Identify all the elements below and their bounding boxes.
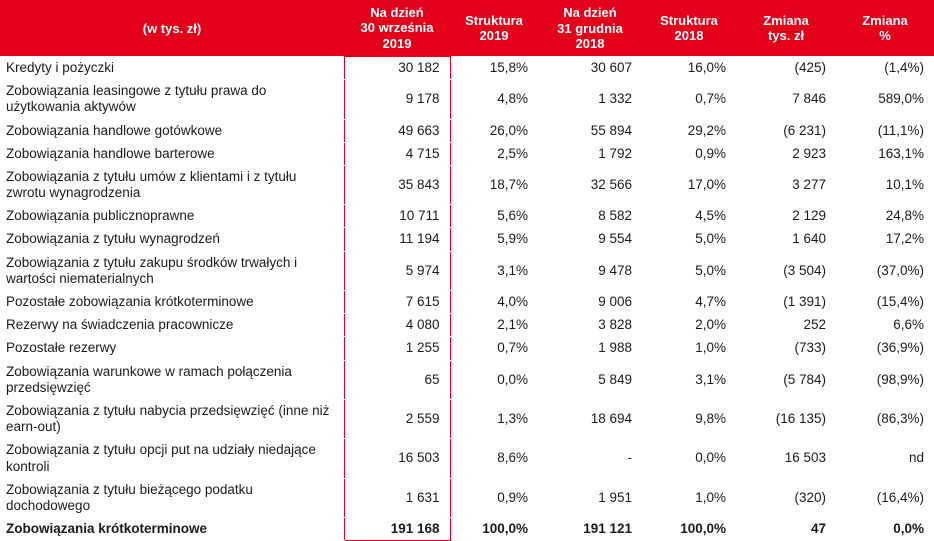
row-label: Kredyty i pożyczki xyxy=(0,56,344,79)
structure-2019: 4,8% xyxy=(450,80,538,119)
value-2018: 5 849 xyxy=(538,360,642,399)
value-2019: 1 255 xyxy=(344,337,450,360)
column-header-line: Struktura xyxy=(660,12,718,28)
column-header-0 xyxy=(0,0,344,56)
value-2018: 32 566 xyxy=(538,165,642,204)
row-label: Zobowiązania publicznoprawne xyxy=(0,205,344,228)
structure-2019: 2,5% xyxy=(450,142,538,165)
table-row xyxy=(0,291,934,314)
column-header-line: Zmiana xyxy=(763,12,809,28)
column-header-line: 2019 xyxy=(479,28,509,44)
structure-2018: 16,0% xyxy=(642,56,736,79)
structure-2019: 0,9% xyxy=(450,478,538,517)
table-body xyxy=(0,56,934,540)
row-label: Zobowiązania handlowe barterowe xyxy=(0,142,344,165)
row-label: Zobowiązania z tytułu umów z klientami i z tytułu zwrotu wynagrodzenia xyxy=(0,165,344,204)
column-header-line: Zmiana xyxy=(862,12,908,28)
table-row xyxy=(0,439,934,478)
structure-2018: 17,0% xyxy=(642,165,736,204)
change-value: 3 277 xyxy=(736,165,836,204)
row-label: Zobowiązania leasingowe z tytułu prawa do użytkowania aktywów xyxy=(0,80,344,119)
table-row xyxy=(0,56,934,79)
value-2018: 1 792 xyxy=(538,142,642,165)
value-2018: 8 582 xyxy=(538,205,642,228)
change-percent: (15,4%) xyxy=(836,291,934,314)
structure-2019: 1,3% xyxy=(450,399,538,438)
structure-2018: 5,0% xyxy=(642,251,736,290)
table-row xyxy=(0,314,934,337)
row-label: Pozostałe rezerwy xyxy=(0,337,344,360)
change-percent: 6,6% xyxy=(836,314,934,337)
change-percent: 589,0% xyxy=(836,80,934,119)
structure-2019: 5,9% xyxy=(450,228,538,251)
change-value: (5 784) xyxy=(736,360,836,399)
structure-2018: 5,0% xyxy=(642,228,736,251)
structure-2018: 4,5% xyxy=(642,205,736,228)
table-row xyxy=(0,228,934,251)
value-2018: 18 694 xyxy=(538,399,642,438)
change-percent: (98,9%) xyxy=(836,360,934,399)
value-2018: - xyxy=(538,439,642,478)
column-header-5 xyxy=(736,0,836,56)
value-2019: 65 xyxy=(344,360,450,399)
table-row xyxy=(0,360,934,399)
value-2018: 9 554 xyxy=(538,228,642,251)
structure-2019: 15,8% xyxy=(450,56,538,79)
change-value: (1 391) xyxy=(736,291,836,314)
table-header xyxy=(0,0,934,56)
structure-2019: 100,0% xyxy=(450,518,538,541)
column-header-2 xyxy=(450,0,538,56)
column-header-line: 2018 xyxy=(674,28,704,44)
column-header-line: Na dzień xyxy=(370,5,424,20)
value-2019: 191 168 xyxy=(344,518,450,541)
table-row xyxy=(0,251,934,290)
column-header-line: 31 grudnia xyxy=(557,20,623,36)
change-percent: 10,1% xyxy=(836,165,934,204)
change-percent: 24,8% xyxy=(836,205,934,228)
structure-2019: 0,7% xyxy=(450,337,538,360)
column-header-line: (w tys. zł) xyxy=(142,20,202,36)
change-percent: (11,1%) xyxy=(836,119,934,142)
table-row xyxy=(0,119,934,142)
value-2018: 1 951 xyxy=(538,478,642,517)
change-percent: (1,4%) xyxy=(836,56,934,79)
row-label: Zobowiązania z tytułu zakupu środków trwałych i wartości niematerialnych xyxy=(0,251,344,290)
table-row xyxy=(0,142,934,165)
row-label: Zobowiązania warunkowe w ramach połączenia przedsięwzięć xyxy=(0,360,344,399)
structure-2018: 3,1% xyxy=(642,360,736,399)
structure-2019: 2,1% xyxy=(450,314,538,337)
structure-2018: 0,7% xyxy=(642,80,736,119)
row-label: Zobowiązania krótkoterminowe xyxy=(0,518,344,541)
change-value: 47 xyxy=(736,518,836,541)
table-row xyxy=(0,399,934,438)
column-header-3 xyxy=(538,0,642,56)
column-header-line: 2018 xyxy=(575,35,605,51)
table-header-row xyxy=(0,0,934,56)
value-2019: 11 194 xyxy=(344,228,450,251)
change-value: 1 640 xyxy=(736,228,836,251)
row-label: Zobowiązania z tytułu nabycia przedsięwzięć (inne niż earn-out) xyxy=(0,399,344,438)
structure-2019: 26,0% xyxy=(450,119,538,142)
structure-2018: 1,0% xyxy=(642,337,736,360)
structure-2018: 4,7% xyxy=(642,291,736,314)
column-header-6 xyxy=(836,0,934,56)
table-row xyxy=(0,205,934,228)
change-value: (425) xyxy=(736,56,836,79)
row-label: Zobowiązania z tytułu opcji put na udziały niedające kontroli xyxy=(0,439,344,478)
column-header-line: Struktura xyxy=(465,12,523,28)
structure-2018: 9,8% xyxy=(642,399,736,438)
column-header-line: Na dzień xyxy=(563,5,617,21)
change-value: (320) xyxy=(736,478,836,517)
value-2018: 9 478 xyxy=(538,251,642,290)
value-2019: 16 503 xyxy=(344,439,450,478)
table-row xyxy=(0,165,934,204)
value-2018: 1 332 xyxy=(538,80,642,119)
table-row xyxy=(0,518,934,541)
structure-2019: 4,0% xyxy=(450,291,538,314)
change-percent: (36,9%) xyxy=(836,337,934,360)
change-percent: 163,1% xyxy=(836,142,934,165)
value-2018: 191 121 xyxy=(538,518,642,541)
value-2019: 4 080 xyxy=(344,314,450,337)
table-row xyxy=(0,337,934,360)
structure-2018: 1,0% xyxy=(642,478,736,517)
value-2019: 2 559 xyxy=(344,399,450,438)
change-percent: 0,0% xyxy=(836,518,934,541)
table-row xyxy=(0,80,934,119)
change-value: 2 923 xyxy=(736,142,836,165)
column-header-line: % xyxy=(879,28,891,44)
change-value: (733) xyxy=(736,337,836,360)
value-2019: 5 974 xyxy=(344,251,450,290)
change-value: (6 231) xyxy=(736,119,836,142)
row-label: Zobowiązania handlowe gotówkowe xyxy=(0,119,344,142)
value-2019: 7 615 xyxy=(344,291,450,314)
value-2018: 1 988 xyxy=(538,337,642,360)
value-2018: 30 607 xyxy=(538,56,642,79)
change-percent: (86,3%) xyxy=(836,399,934,438)
value-2019: 30 182 xyxy=(344,56,450,79)
row-label: Rezerwy na świadczenia pracownicze xyxy=(0,314,344,337)
row-label: Zobowiązania z tytułu bieżącego podatku dochodowego xyxy=(0,478,344,517)
value-2018: 9 006 xyxy=(538,291,642,314)
change-value: 252 xyxy=(736,314,836,337)
column-header-1 xyxy=(344,0,450,56)
change-value: 2 129 xyxy=(736,205,836,228)
value-2019: 10 711 xyxy=(344,205,450,228)
change-value: (16 135) xyxy=(736,399,836,438)
value-2019: 4 715 xyxy=(344,142,450,165)
change-percent: (16,4%) xyxy=(836,478,934,517)
structure-2018: 100,0% xyxy=(642,518,736,541)
structure-2019: 3,1% xyxy=(450,251,538,290)
value-2019: 35 843 xyxy=(344,165,450,204)
table-row xyxy=(0,478,934,517)
value-2018: 55 894 xyxy=(538,119,642,142)
value-2019: 49 663 xyxy=(344,119,450,142)
structure-2018: 0,9% xyxy=(642,142,736,165)
structure-2019: 5,6% xyxy=(450,205,538,228)
value-2019: 9 178 xyxy=(344,80,450,119)
row-label: Zobowiązania z tytułu wynagrodzeń xyxy=(0,228,344,251)
column-header-line: 2019 xyxy=(382,35,412,51)
structure-2019: 0,0% xyxy=(450,360,538,399)
column-header-line: 30 września xyxy=(360,20,434,36)
column-header-line: tys. zł xyxy=(767,28,805,44)
value-2019: 1 631 xyxy=(344,478,450,517)
value-2018: 3 828 xyxy=(538,314,642,337)
change-value: (3 504) xyxy=(736,251,836,290)
change-value: 16 503 xyxy=(736,439,836,478)
change-value: 7 846 xyxy=(736,80,836,119)
structure-2019: 8,6% xyxy=(450,439,538,478)
row-label: Pozostałe zobowiązania krótkoterminowe xyxy=(0,291,344,314)
structure-2018: 0,0% xyxy=(642,439,736,478)
column-header-4 xyxy=(642,0,736,56)
structure-2019: 18,7% xyxy=(450,165,538,204)
change-percent: nd xyxy=(836,439,934,478)
change-percent: 17,2% xyxy=(836,228,934,251)
change-percent: (37,0%) xyxy=(836,251,934,290)
structure-2018: 29,2% xyxy=(642,119,736,142)
structure-2018: 2,0% xyxy=(642,314,736,337)
